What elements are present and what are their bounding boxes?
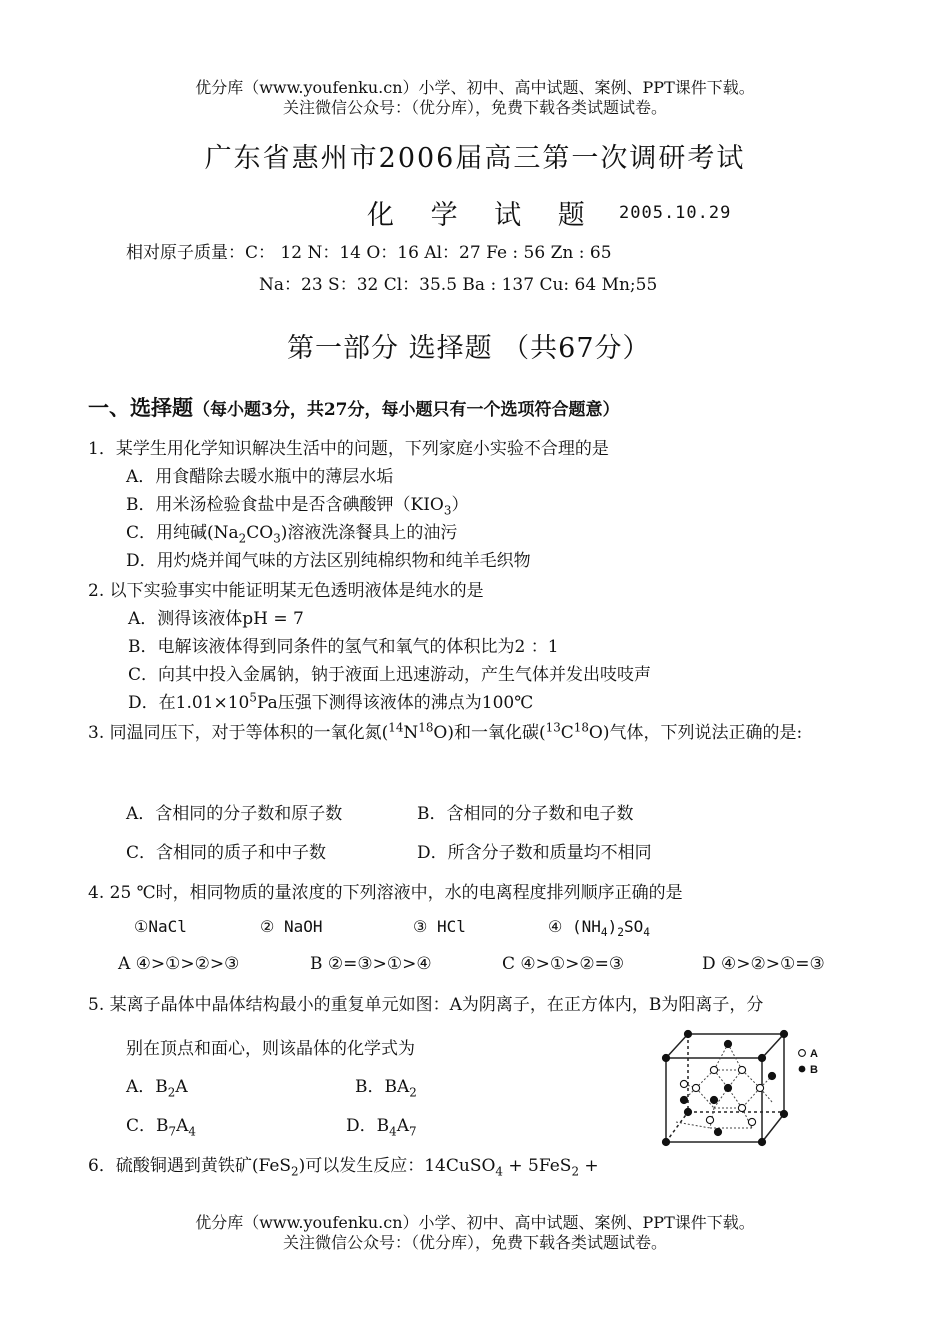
q5-option-c: C．$B_7A_4$: [126, 1116, 196, 1139]
legend-b-marker: [799, 1066, 806, 1073]
legend-a-label: A: [810, 1048, 818, 1060]
q1-stem: 1．某学生用化学知识解决生活中的问题，下列家庭小实验不合理的是: [88, 439, 609, 459]
atomic-mass-line1: 相对原子质量：C： 12 N：14 O：16 Al：27 Fe : 56 Zn : 65: [126, 243, 612, 263]
page-header-line1: 优分库（www.youfenku.cn）小学、初中、高中试题、案例、PPT课件下载。: [195, 78, 755, 97]
q3-option-a: A．含相同的分子数和原子数: [126, 804, 343, 824]
q4-option-b: B ②=③>①>④: [310, 954, 432, 974]
q1-option-b: B．用米汤检验食盐中是否含碘酸钾$(KIO_3)$: [126, 495, 469, 518]
q3-option-d: D．所含分子数和质量均不相同: [417, 843, 652, 863]
q2-stem: 2. 以下实验事实中能证明某无色透明液体是纯水的是: [88, 581, 484, 601]
q2-option-b: B．电解该液体得到同条件的氢气和氧气的体积比为2 ：1: [128, 637, 559, 657]
q5-option-b: B．$BA_2$: [355, 1077, 417, 1100]
exam-date: 2005.10.29: [619, 203, 732, 223]
q4-item-3: ③ HCl: [413, 917, 466, 936]
exam-title: 广东省惠州市2006届高三第一次调研考试: [204, 143, 746, 174]
q5-stem-line2: 别在顶点和面心，则该晶体的化学式为: [126, 1039, 415, 1059]
legend-b-label: B: [810, 1064, 818, 1076]
page-footer-line1: 优分库（www.youfenku.cn）小学、初中、高中试题、案例、PPT课件下载。: [195, 1213, 755, 1232]
q5-stem-line1: 5. 某离子晶体中晶体结构最小的重复单元如图：A为阴离子，在正方体内，B为阳离子，分: [88, 995, 764, 1015]
q1-option-d: D．用灼烧并闻气味的方法区别纯棉织物和纯羊毛织物: [126, 551, 531, 571]
section-note: （每小题3分，共27分，每小题只有一个选项符合题意）: [193, 400, 620, 420]
q4-stem: 4. 25 ℃时，相同物质的量浓度的下列溶液中，水的电离程度排列顺序正确的是: [88, 883, 683, 903]
q4-option-a: A ④>①>②>③: [118, 954, 240, 974]
exam-subtitle: 化 学 试 题: [367, 200, 599, 231]
section-heading: [88, 392, 620, 422]
q4-item-1: ①NaCl: [134, 917, 187, 936]
q3-stem: 3. 同温同压下，对于等体积的一氧化氮$(^{14}N^{18}O)$和一氧化碳$(^{13}C^{18}O)$气体，下列说法正确的是:: [88, 720, 803, 743]
page-footer-line2: 关注微信公众号：（优分库），免费下载各类试题试卷。: [282, 1233, 667, 1252]
q2-option-a: A．测得该液体pH = 7: [128, 609, 304, 629]
q1-option-c: C．用纯碱$(Na_2CO_3)$溶液洗涤餐具上的油污: [126, 523, 458, 546]
q4-option-d: D ④>②>①=③: [702, 954, 825, 974]
q5-option-a: A．$B_2A$: [126, 1077, 188, 1100]
atomic-mass-line2: Na：23 S：32 Cl：35.5 Ba : 137 Cu: 64 Mn;55: [259, 275, 658, 295]
q6-stem: 6．硫酸铜遇到黄铁矿(FeS$_2$)可以发生反应：14CuSO$_4$ + 5FeS$_2$ +: [88, 1156, 599, 1179]
q4-option-c: C ④>①>②=③: [502, 954, 625, 974]
q5-option-d: D．$B_4A_7$: [346, 1116, 417, 1139]
q3-option-c: C．含相同的质子和中子数: [126, 843, 327, 863]
crystal-unit-cell-diagram: [656, 1024, 836, 1152]
q4-item-4: ④ $(NH_4)_2SO_4$: [548, 917, 651, 940]
q2-option-d: D．在$1.01\times 10^5Pa$压强下测得该液体的沸点为100℃: [128, 690, 534, 713]
page-header-line2: 关注微信公众号：（优分库），免费下载各类试题试卷。: [282, 98, 667, 117]
legend-a-marker: [799, 1050, 806, 1057]
q1-option-a: A．用食醋除去暖水瓶中的薄层水垢: [126, 467, 394, 487]
section-title: 一、选择题: [88, 395, 193, 420]
q4-item-2: ② NaOH: [260, 917, 323, 936]
part1-title: 第一部分 选择题 （共67分）: [287, 333, 651, 364]
q3-option-b: B．含相同的分子数和电子数: [417, 804, 634, 824]
q2-option-c: C．向其中投入金属钠，钠于液面上迅速游动，产生气体并发出吱吱声: [128, 665, 652, 685]
